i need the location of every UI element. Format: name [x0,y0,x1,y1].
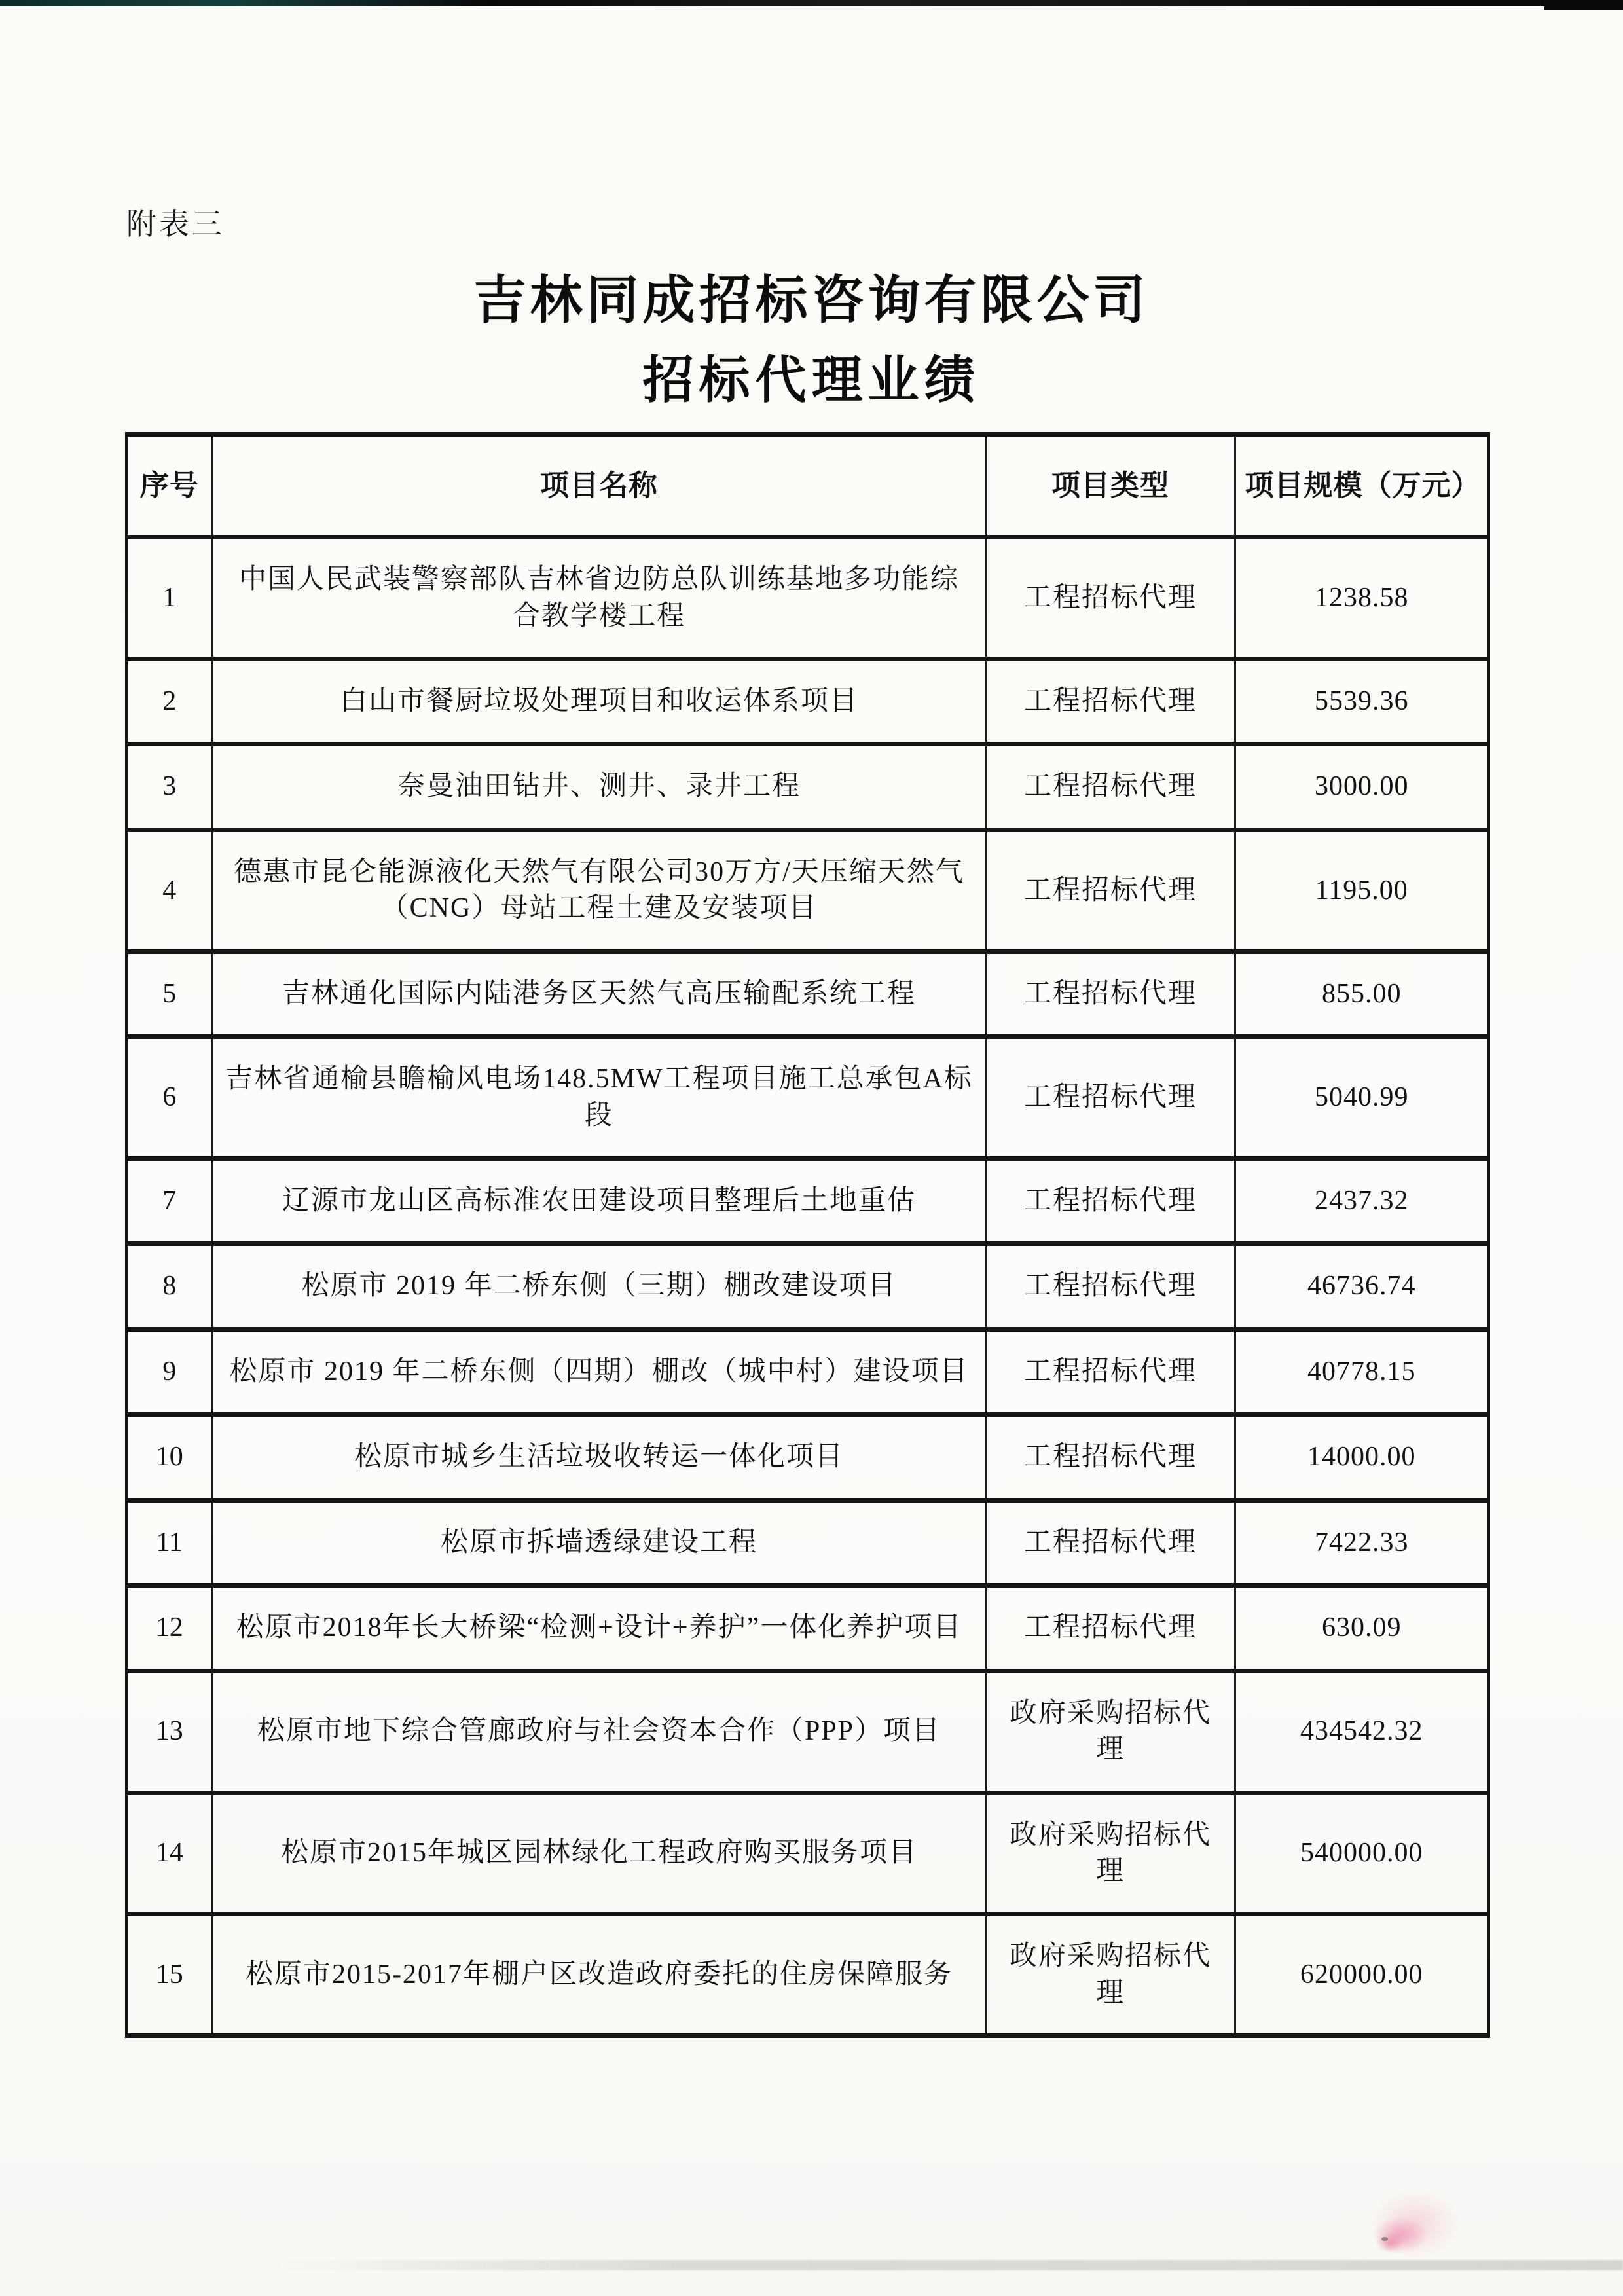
performance-table-container [125,432,1487,2038]
row-number-cell: 14 [126,1793,212,1914]
project-scale-cell: 5040.99 [1235,1037,1489,1159]
project-name-cell: 松原市2015年城区园林绿化工程政府购买服务项目 [212,1793,986,1914]
project-type-cell: 工程招标代理 [986,538,1235,659]
row-number-cell: 3 [126,744,212,829]
table-row [126,1244,1489,1329]
scan-edge-artifact-top-right [1544,0,1623,10]
project-type-cell: 工程招标代理 [986,1415,1235,1500]
row-number-cell: 6 [126,1037,212,1159]
column-header-scale: 项目规模（万元） [1235,435,1489,538]
appendix-label: 附表三 [126,208,225,241]
project-name-cell: 松原市2018年长大桥梁“检测+设计+养护”一体化养护项目 [212,1586,986,1671]
table-row [126,1329,1489,1414]
row-number-cell: 13 [126,1671,212,1793]
project-name-cell: 松原市 2019 年二桥东侧（三期）棚改建设项目 [212,1244,986,1329]
row-number-cell: 9 [126,1329,212,1414]
project-scale-cell: 620000.00 [1235,1914,1489,2036]
table-body [126,538,1489,2036]
table-row [126,538,1489,659]
company-name-title: 吉林同成招标咨询有限公司 [473,272,1150,330]
row-number-cell: 4 [126,829,212,951]
performance-table [125,432,1490,2038]
project-scale-cell: 434542.32 [1235,1671,1489,1793]
table-row [126,659,1489,744]
column-header-type: 项目类型 [986,435,1235,538]
scan-edge-artifact-bottom [275,2260,1623,2270]
project-type-cell: 工程招标代理 [986,1244,1235,1329]
row-number-cell: 5 [126,951,212,1036]
row-number-cell: 10 [126,1415,212,1500]
row-number-cell: 2 [126,659,212,744]
project-scale-cell: 3000.00 [1235,744,1489,829]
project-scale-cell: 2437.32 [1235,1159,1489,1244]
row-number-cell: 1 [126,538,212,659]
project-scale-cell: 7422.33 [1235,1500,1489,1585]
project-type-cell: 工程招标代理 [986,1586,1235,1671]
column-header-no: 序号 [126,435,212,538]
project-type-cell: 政府采购招标代理 [986,1671,1235,1793]
table-row [126,1500,1489,1585]
project-type-cell: 工程招标代理 [986,951,1235,1036]
project-type-cell: 工程招标代理 [986,659,1235,744]
table-row [126,1793,1489,1914]
project-name-cell: 德惠市昆仑能源液化天然气有限公司30万方/天压缩天然气（CNG）母站工程土建及安装项目 [212,829,986,951]
project-scale-cell: 1238.58 [1235,538,1489,659]
project-name-cell: 吉林通化国际内陆港务区天然气高压输配系统工程 [212,951,986,1036]
scan-edge-artifact-top [0,0,1623,6]
project-name-cell: 松原市城乡生活垃圾收转运一体化项目 [212,1415,986,1500]
project-name-cell: 松原市 2019 年二桥东侧（四期）棚改（城中村）建设项目 [212,1329,986,1414]
table-header-row [126,435,1489,538]
project-scale-cell: 1195.00 [1235,829,1489,951]
project-scale-cell: 855.00 [1235,951,1489,1036]
project-scale-cell: 46736.74 [1235,1244,1489,1329]
table-row [126,1159,1489,1244]
project-name-cell: 松原市拆墙透绿建设工程 [212,1500,986,1585]
table-row [126,829,1489,951]
project-scale-cell: 40778.15 [1235,1329,1489,1414]
row-number-cell: 15 [126,1914,212,2036]
project-type-cell: 工程招标代理 [986,1037,1235,1159]
column-header-name: 项目名称 [212,435,986,538]
project-name-cell: 白山市餐厨垃圾处理项目和收运体系项目 [212,659,986,744]
table-row [126,1037,1489,1159]
document-subtitle: 招标代理业绩 [642,352,981,409]
table-row [126,1671,1489,1793]
project-scale-cell: 5539.36 [1235,659,1489,744]
row-number-cell: 7 [126,1159,212,1244]
project-type-cell: 政府采购招标代理 [986,1914,1235,2036]
project-scale-cell: 630.09 [1235,1586,1489,1671]
project-type-cell: 工程招标代理 [986,1159,1235,1244]
scan-speck [1381,2237,1388,2241]
table-row [126,1914,1489,2036]
project-name-cell: 吉林省通榆县瞻榆风电场148.5MW工程项目施工总承包A标段 [212,1037,986,1159]
project-scale-cell: 14000.00 [1235,1415,1489,1500]
project-type-cell: 工程招标代理 [986,1500,1235,1585]
project-type-cell: 工程招标代理 [986,829,1235,951]
project-name-cell: 中国人民武装警察部队吉林省边防总队训练基地多功能综合教学楼工程 [212,538,986,659]
row-number-cell: 12 [126,1586,212,1671]
project-type-cell: 工程招标代理 [986,744,1235,829]
table-row [126,1586,1489,1671]
table-row [126,1415,1489,1500]
project-type-cell: 政府采购招标代理 [986,1793,1235,1914]
table-row [126,951,1489,1036]
row-number-cell: 11 [126,1500,212,1585]
project-scale-cell: 540000.00 [1235,1793,1489,1914]
project-name-cell: 松原市2015-2017年棚户区改造政府委托的住房保障服务 [212,1914,986,2036]
project-name-cell: 松原市地下综合管廊政府与社会资本合作（PPP）项目 [212,1671,986,1793]
document-title [0,272,1623,409]
project-type-cell: 工程招标代理 [986,1329,1235,1414]
table-row [126,744,1489,829]
row-number-cell: 8 [126,1244,212,1329]
project-name-cell: 奈曼油田钻井、测井、录井工程 [212,744,986,829]
project-name-cell: 辽源市龙山区高标准农田建设项目整理后土地重估 [212,1159,986,1244]
